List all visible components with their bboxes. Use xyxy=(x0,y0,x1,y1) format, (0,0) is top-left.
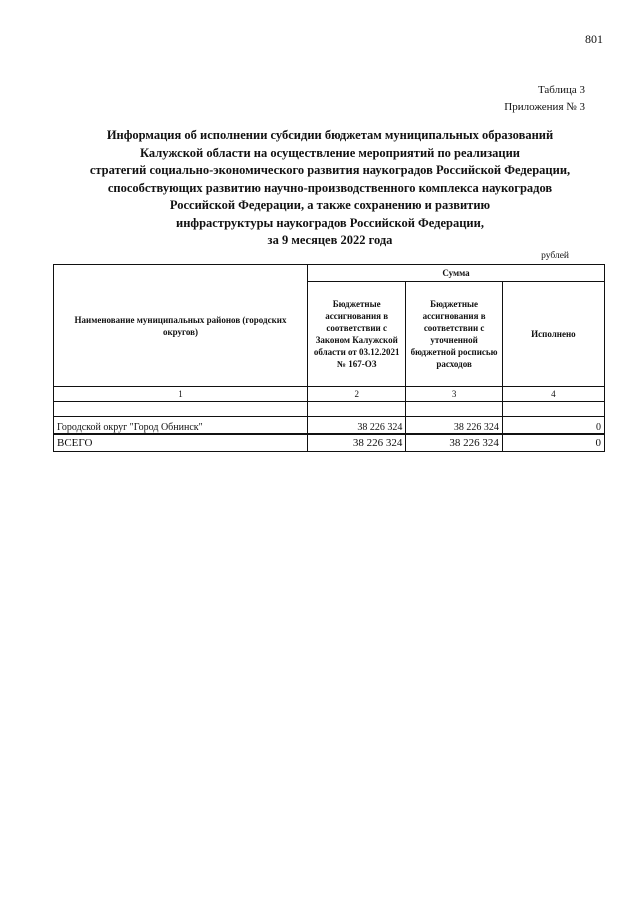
header-col3: Бюджетные ассигнования в соответствии с уточненной бюджетной росписью расходов xyxy=(406,282,502,387)
title-line: Калужской области на осуществление мероприятий по реализации xyxy=(139,145,521,160)
title-line: инфраструктуры наукоградов Российской Федерации, xyxy=(176,215,484,230)
header-row xyxy=(54,265,605,282)
document-title xyxy=(40,127,620,250)
column-number: 4 xyxy=(502,387,604,402)
title-line: за 9 месяцев 2022 года xyxy=(267,233,393,247)
table-label: Таблица 3 xyxy=(537,84,585,96)
header-name: Наименование муниципальных районов (городских округов) xyxy=(54,265,308,387)
row-col4: 0 xyxy=(502,417,604,435)
total-col3: 38 226 324 xyxy=(406,434,502,452)
title-line: стратегий социально-экономического развития наукоградов Российской Федерации, xyxy=(89,163,571,177)
column-number: 2 xyxy=(308,387,406,402)
column-number: 3 xyxy=(406,387,502,402)
page-number: 801 xyxy=(585,32,603,46)
row-col3: 38 226 324 xyxy=(406,417,502,435)
header-col4: Исполнено xyxy=(502,282,604,387)
spacer-cell xyxy=(502,402,604,417)
row-col2: 38 226 324 xyxy=(308,417,406,435)
total-row xyxy=(54,434,605,452)
header-col2: Бюджетные ассигнования в соответствии с Законом Калужской области от 03.12.2021 № 167-ОЗ xyxy=(308,282,406,387)
total-name: ВСЕГО xyxy=(54,434,308,452)
units-label: рублей xyxy=(541,251,569,261)
title-line: Информация об исполнении субсидии бюджетам муниципальных образований xyxy=(106,128,554,142)
report-table xyxy=(53,264,605,452)
header-sum: Сумма xyxy=(308,265,605,282)
column-number-row xyxy=(54,387,605,402)
spacer-row xyxy=(54,402,605,417)
spacer-cell xyxy=(406,402,502,417)
column-number: 1 xyxy=(54,387,308,402)
appendix-label: Приложения № 3 xyxy=(504,101,585,113)
title-line: способствующих развитию научно-производственного комплекса наукоградов xyxy=(107,180,553,195)
spacer-cell xyxy=(308,402,406,417)
total-col2: 38 226 324 xyxy=(308,434,406,452)
title-line: Российской Федерации, а также сохранению и развитию xyxy=(169,198,491,212)
row-name: Городской округ "Город Обнинск" xyxy=(54,417,308,435)
table-row xyxy=(54,417,605,435)
spacer-cell xyxy=(54,402,308,417)
total-col4: 0 xyxy=(502,434,604,452)
